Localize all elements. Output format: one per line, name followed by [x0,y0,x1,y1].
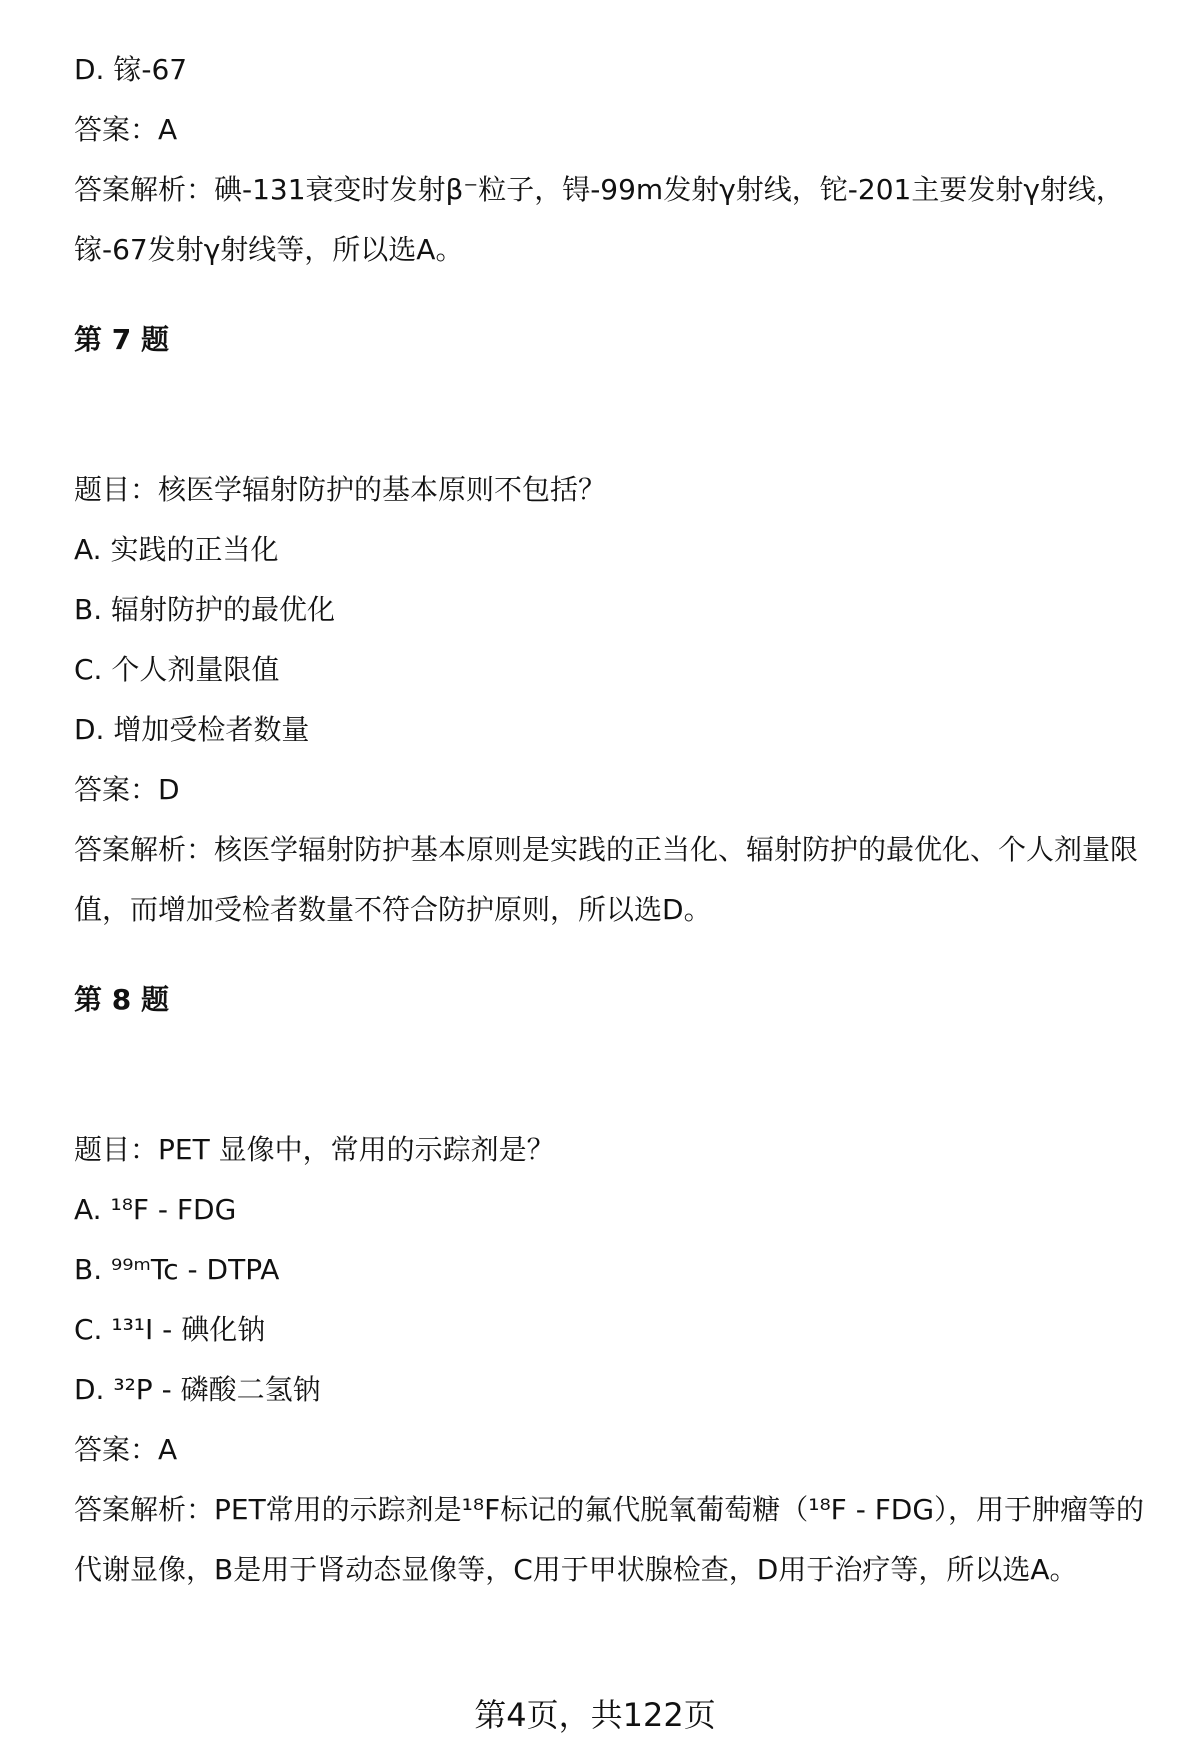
q7-option-a: A. 实践的正当化 [74,533,279,566]
q7-option-c: C. 个人剂量限值 [74,653,280,686]
q8-heading: 第 8 题 [74,983,169,1016]
q8-option-b: B. ⁹⁹ᵐTc - DTPA [74,1253,280,1286]
q6-option-d: D. 镓-67 [74,53,188,86]
q8-question: 题目：PET 显像中，常用的示踪剂是？ [74,1133,555,1166]
q7-explanation: 答案解析：核医学辐射防护基本原则是实践的正当化、辐射防护的最优化、个人剂量限值，而增加受检者数量不符合防护原则，所以选D。 [74,833,1139,926]
q8-option-a: A. ¹⁸F - FDG [74,1193,237,1226]
q8-option-c: C. ¹³¹I - 碘化钠 [74,1313,266,1346]
q7-heading: 第 7 题 [74,323,169,356]
q7-option-d: D. 增加受检者数量 [74,713,310,746]
page-number-footer: 第4页，共122页 [474,1696,716,1734]
q7-answer: 答案：D [74,773,180,806]
q6-explanation: 答案解析：碘-131衰变时发射β⁻粒子，锝-99m发射γ射线，铊-201主要发射γ射线，镓-67发射γ射线等，所以选A。 [74,173,1124,266]
q8-option-d: D. ³²P - 磷酸二氢钠 [74,1373,321,1406]
q8-explanation: 答案解析：PET常用的示踪剂是¹⁸F标记的氟代脱氧葡萄糖（¹⁸F - FDG），用于肿瘤等的代谢显像，B是用于肾动态显像等，C用于甲状腺检查，D用于治疗等，所以选A。 [74,1493,1145,1586]
q6-answer: 答案：A [74,113,178,146]
q7-option-b: B. 辐射防护的最优化 [74,593,336,626]
q8-answer: 答案：A [74,1433,178,1466]
q7-question: 题目：核医学辐射防护的基本原则不包括？ [74,473,607,506]
